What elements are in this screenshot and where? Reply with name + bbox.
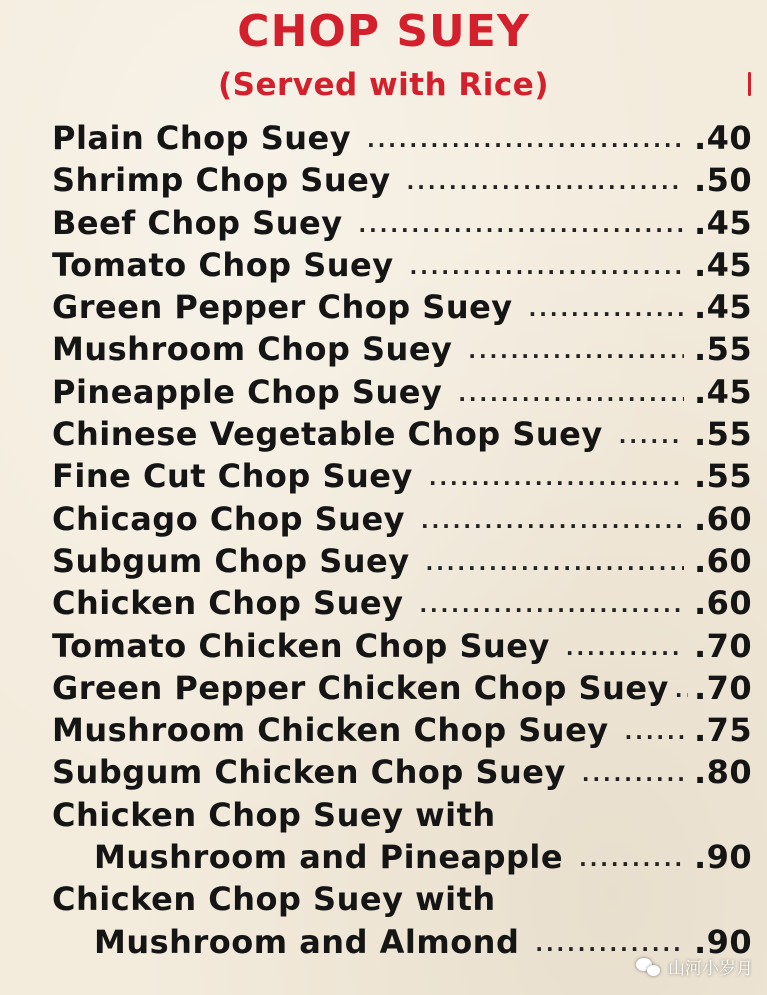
- item-price: .55: [694, 457, 753, 496]
- menu-item-line1: [52, 878, 752, 920]
- menu-item-line1: [52, 794, 752, 836]
- leader-dots: [619, 415, 684, 457]
- item-name: Chinese Vegetable Chop Suey: [52, 415, 603, 454]
- leader-dots: [419, 584, 684, 626]
- leader-dots: [426, 542, 684, 584]
- menu-item: [52, 202, 752, 244]
- leader-dots: [582, 753, 684, 795]
- item-name: Chicken Chop Suey with: [52, 880, 496, 919]
- item-name: Chicken Chop Suey with: [52, 795, 496, 834]
- item-price: .70: [694, 668, 753, 707]
- leader-dots: [367, 119, 684, 161]
- menu-item: [52, 159, 752, 201]
- menu-item: [52, 244, 752, 286]
- leader-dots: [429, 457, 684, 499]
- menu-item: [52, 709, 752, 751]
- item-name: Green Pepper Chicken Chop Suey: [52, 668, 669, 707]
- menu-item: [52, 413, 752, 455]
- menu-item: [52, 498, 752, 540]
- edge-mark: [748, 72, 751, 96]
- leader-dots: [458, 373, 684, 415]
- leader-dots: [529, 288, 684, 330]
- leader-dots: [675, 669, 688, 711]
- item-name: Shrimp Chop Suey: [52, 161, 391, 200]
- menu-item: [52, 117, 752, 159]
- item-price: .90: [694, 838, 753, 877]
- leader-dots: [566, 627, 684, 669]
- item-name: Mushroom Chop Suey: [52, 330, 453, 369]
- item-name: Subgum Chicken Chop Suey: [52, 753, 566, 792]
- wechat-icon: [636, 956, 662, 978]
- item-price: .60: [694, 541, 753, 580]
- menu-item-line2: [52, 836, 752, 878]
- item-name: Pineapple Chop Suey: [52, 372, 443, 411]
- item-price: .90: [694, 922, 753, 961]
- watermark-text: 山河小岁月: [668, 959, 753, 979]
- item-name: Mushroom and Pineapple: [94, 838, 564, 877]
- menu-item: [52, 455, 752, 497]
- item-name: Plain Chop Suey: [52, 119, 352, 157]
- item-price: .45: [694, 203, 753, 242]
- item-name: Chicago Chop Suey: [52, 499, 406, 538]
- item-name: Fine Cut Chop Suey: [52, 457, 413, 496]
- item-price: .40: [694, 119, 753, 157]
- watermark: [636, 954, 753, 979]
- item-price: .45: [694, 372, 753, 411]
- menu-item: [52, 540, 752, 582]
- menu-item: [52, 667, 752, 709]
- leader-dots: [468, 330, 684, 372]
- item-name: Beef Chop Suey: [52, 203, 343, 242]
- item-price: .60: [694, 499, 753, 538]
- page-title: CHOP SUEY: [237, 6, 530, 57]
- item-price: .45: [694, 245, 753, 284]
- item-price: .50: [694, 161, 753, 200]
- item-price: .45: [694, 288, 753, 327]
- item-price: .75: [694, 711, 753, 750]
- item-price: .55: [694, 415, 753, 454]
- menu-list: [52, 117, 752, 963]
- menu-item: [52, 582, 752, 624]
- menu-item: [52, 371, 752, 413]
- menu-item: [52, 328, 752, 370]
- leader-dots: [625, 711, 684, 753]
- item-name: Tomato Chop Suey: [52, 245, 394, 284]
- item-price: .70: [694, 626, 753, 665]
- leader-dots: [579, 838, 684, 880]
- menu-item: [52, 286, 752, 328]
- leader-dots: [407, 161, 684, 203]
- item-name: Mushroom Chicken Chop Suey: [52, 711, 609, 750]
- item-name: Subgum Chop Suey: [52, 541, 410, 580]
- leader-dots: [359, 204, 684, 246]
- item-price: .55: [694, 330, 753, 369]
- menu-item: [52, 751, 752, 793]
- leader-dots: [410, 246, 684, 288]
- page-subtitle: (Served with Rice): [217, 67, 550, 103]
- leader-dots: [421, 500, 684, 542]
- item-name: Chicken Chop Suey: [52, 584, 404, 623]
- item-name: Mushroom and Almond: [94, 922, 520, 961]
- item-name: Tomato Chicken Chop Suey: [52, 626, 550, 665]
- item-price: .80: [694, 753, 753, 792]
- menu-item: [52, 625, 752, 667]
- item-price: .60: [694, 584, 753, 623]
- item-name: Green Pepper Chop Suey: [52, 288, 513, 327]
